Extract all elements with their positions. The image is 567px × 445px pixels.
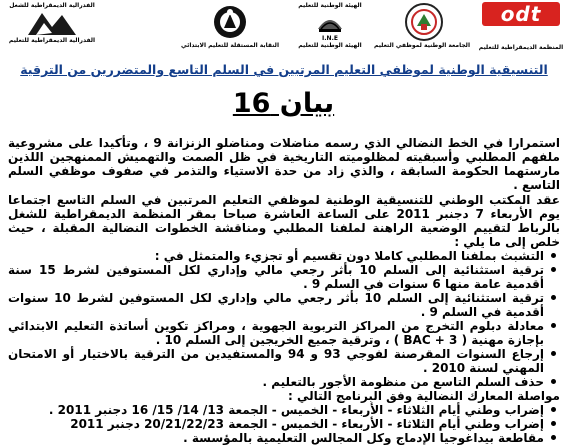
naqaba-logo (180, 2, 280, 49)
jamia-logo-icon (404, 2, 444, 42)
demand-item: ترقية استثنائية إلى السلم 10 بأثر رجعي مالي وإداري لكل المستوفين لشرط 15 سنة أقدمية عامة منها 6 سنوات في السلم 9 . (8, 263, 545, 291)
program-item: إضراب وطني أيام الثلاثاء - الأربعاء - الخميس - الجمعة 13/ 14/ 15/ 16 دجنبر 2011 . (8, 403, 544, 417)
fidralia-logo (4, 2, 100, 44)
statement-body (8, 136, 560, 445)
odt-logo (478, 2, 564, 51)
program-list (8, 403, 560, 445)
meeting-paragraph: عقد المكتب الوطني للتنسيقية الوطنية لموظفي التعليم المرتبين في السلم التاسع اجتماعا يوم الأربعاء 7 دجنبر 2011 على الساعة العاشرة صباحا بمقر المنظمة الديمقراطية للشغل بالرباط لتقييم الوضعية الراهنة لملفنا المطلبي ومناقشة الخطوات النضالية المقبلة ، حيث خلص إلى ما يلي : (8, 193, 560, 249)
odt-logo-icon: odt (482, 2, 560, 26)
hayaa-top-text: الهيئة الوطنية للتعليم (298, 2, 362, 9)
demands-list (8, 249, 560, 389)
program-intro: مواصلة المعارك النضالية وفق البرنامج التالي : (288, 389, 560, 403)
odt-caption: المنظمة الديمقراطية للتعليم (478, 44, 564, 51)
logo-strip (0, 0, 567, 60)
coordination-headline: التنسيقية الوطنية لموظفي التعليم المرتبين في السلم التاسع والمتضررين من الترقية (20, 62, 548, 77)
hayaa-mark-text: I.N.E (322, 35, 338, 42)
intro-paragraph: استمرارا في الخط النضالي الذي رسمه مناضلات ومناضلو الزنزانة 9 ، وتأكيدا على مشروعية ملفهم المطلبي وأسبقيته لمظلوميته التاريخية في ظل الصمت والتهميش الممنهجين اللذين مارستهما الحكومة السابقة ، والذي زاد من حدة الاستياء والتذمر في صفوف موظفي السلم التاسع . (8, 136, 560, 192)
demand-item: إرجاع السنوات المقرصنة لفوجي 93 و 94 والمستفيدين من الترقية بالاختيار أو الامتحان المهني لسنة 2010 . (8, 347, 544, 375)
jamia-caption: الجامعة الوطنية لموظفي التعليم (374, 42, 470, 49)
demand-item: معادلة دبلوم التخرج من المراكز التربوية الجهوية ، ومراكز تكوين أساتذة التعليم الابتدائي بإجازة مهنية ( BAC + 3 ) ، وترقية جميع الخريجين إلى السلم 10 . (8, 319, 544, 347)
demand-item: حذف السلم التاسع من منظومة الأجور بالتعليم . (8, 375, 544, 389)
hayaa-logo (286, 2, 374, 49)
program-item: مقاطعة بيداغوجيا الإدماج وكل المجالس التعليمية بالمؤسسة . (8, 431, 544, 445)
jamia-logo (374, 2, 470, 49)
fidralia-top-text: الفدرالية الديمقراطية للشغل (9, 2, 95, 9)
naqaba-logo-icon (212, 2, 248, 42)
demand-item: التشبث بملفنا المطلبي كاملا دون تقسيم أو تجزيء والمتمثل في : (8, 249, 544, 263)
program-item: إضراب وطني أيام الثلاثاء - الأربعاء - الخميس - الجمعة 20/21/22/23 دجنبر 2011 (8, 417, 544, 431)
fidralia-caption: الفدرالية الديمقراطية للتعليم (8, 37, 96, 44)
hayaa-caption: الهيئة الوطنية للتعليم (298, 42, 362, 49)
fidralia-logo-icon (22, 9, 82, 37)
demand-item: ترقية استثنائية إلى السلم 10 بأثر رجعي مالي وإداري لكل المستوفين لشرط 10 سنوات أقدمية في السلم 9 . (8, 291, 544, 319)
hayaa-logo-icon (315, 9, 345, 35)
naqaba-caption: النقابة المستقلة للتعليم الابتدائي (181, 42, 279, 49)
statement-title: بيان 16 (232, 88, 335, 119)
